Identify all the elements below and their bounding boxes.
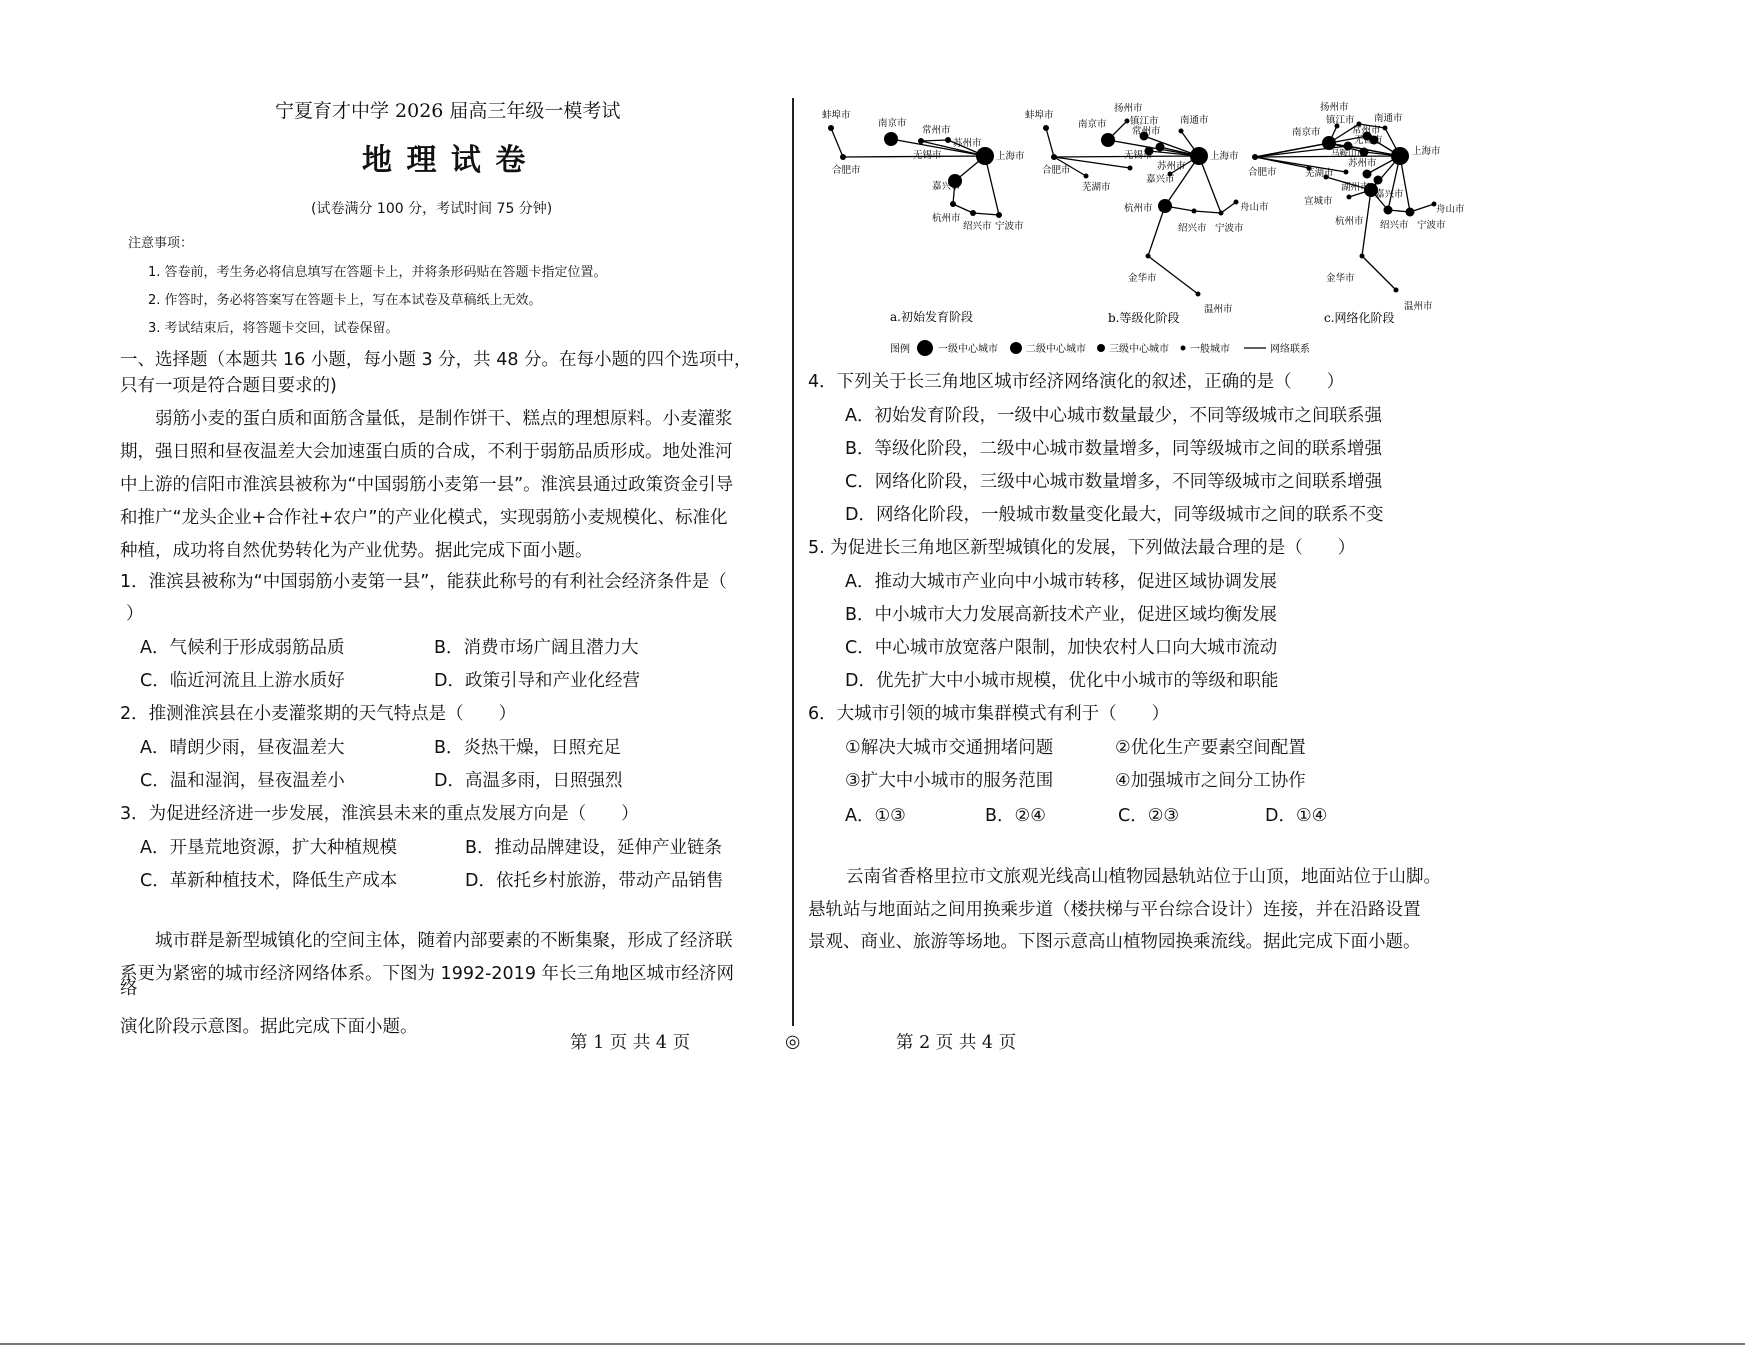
question-6-stem: 6．大城市引领的城市集群模式有利于（ ） [808,704,1170,724]
city-label: 合肥市 [1042,165,1071,176]
section-heading-cont: 只有一项是符合题目要求的) [120,376,337,396]
city-label: 无锡市 [1354,135,1383,146]
city-label: 无锡市 [1124,150,1153,161]
city-label: 镇江市 [1130,116,1159,127]
city-label: 合肥市 [1248,167,1277,178]
city-label: 扬州市 [1320,102,1349,113]
passage-line: 中上游的信阳市淮滨县被称为“中国弱筋小麦第一县”。淮滨县通过政策资金引导 [120,475,734,495]
city-label: 温州市 [1204,304,1233,315]
city-label: 无锡市 [913,150,942,161]
q2-option-d: D．高温多雨，日照强烈 [434,771,623,791]
notes-heading: 注意事项： [128,236,194,251]
city-label: 蚌埠市 [1025,110,1054,121]
q1-option-a: A．气候利于形成弱筋品质 [140,638,345,658]
passage-line: 络 [120,979,138,999]
city-label: 镇江市 [1326,115,1355,126]
scan-edge [0,1343,1745,1345]
city-label: 南通市 [1374,113,1403,124]
center-mark: ◎ [785,1032,801,1052]
city-label: 舟山市 [1436,204,1465,215]
q6-option-d: D．①④ [1265,806,1328,826]
question-3-stem: 3．为促进经济进一步发展，淮滨县未来的重点发展方向是（ ） [120,804,639,824]
city-label: 湖州市 [1341,182,1370,193]
city-label: 南京市 [1292,127,1321,138]
city-label: 嘉兴市 [932,181,961,192]
page-number-right: 第 2 页 共 4 页 [896,1033,1017,1053]
city-label: 苏州市 [1157,161,1186,172]
city-label: 芜湖市 [1305,168,1334,179]
city-label: 蚌埠市 [822,110,851,121]
city-label: 南京市 [878,118,907,129]
stage-a-caption: a.初始发育阶段 [890,310,973,324]
city-label: 苏州市 [1348,158,1377,169]
passage-line: 种植，成功将自然优势转化为产业优势。据此完成下面小题。 [120,541,593,561]
passage-line: 期，强日照和昼夜温差大会加速蛋白质的合成，不利于弱筋品质形成。地处淮河 [120,442,733,462]
city-label: 绍兴市 [1380,220,1409,231]
city-label: 杭州市 [1335,216,1364,227]
q6-option-b: B．②④ [985,806,1046,826]
passage-line: 景观、商业、旅游等场地。下图示意高山植物园换乘流线。据此完成下面小题。 [808,932,1421,952]
city-label: 嘉兴市 [1375,189,1404,200]
city-label: 舟山市 [1240,202,1269,213]
passage-line: 城市群是新型城镇化的空间主体，随着内部要素的不断集聚，形成了经济联 [155,931,733,951]
passage-line: 系更为紧密的城市经济网络体系。下图为 1992-2019 年长三角地区城市经济网 [120,964,735,984]
city-label: 芜湖市 [1082,182,1111,193]
passage-line: 演化阶段示意图。据此完成下面小题。 [120,1017,418,1037]
city-label: 扬州市 [1114,103,1143,114]
city-label: 苏州市 [953,138,982,149]
question-1-stem-cont: ） [126,604,144,624]
school-exam-title: 宁夏育才中学 2026 届高三年级一模考试 [275,100,621,122]
q2-option-b: B．炎热干燥，日照充足 [434,738,622,758]
section-heading: 一、选择题（本题共 16 小题，每小题 3 分，共 48 分。在每小题的四个选项中， [120,350,752,370]
question-2-stem: 2．推测淮滨县在小麦灌浆期的天气特点是（ ） [120,704,517,724]
city-label: 宁波市 [995,221,1024,232]
question-5-stem: 5. 为促进长三角地区新型城镇化的发展，下列做法最合理的是（ ） [808,538,1356,558]
page-divider [792,98,794,1026]
city-label: 宁波市 [1417,220,1446,231]
exam-info: (试卷满分 100 分，考试时间 75 分钟) [311,201,553,217]
city-label: 南京市 [1078,119,1107,130]
city-label: 常州市 [922,125,951,136]
stage-b-caption: b.等级化阶段 [1108,311,1180,325]
q6-statement-4: ④加强城市之间分工协作 [1115,771,1306,791]
city-label: 杭州市 [932,213,961,224]
q6-option-a: A．①③ [845,806,906,826]
q4-option-a: A．初始发育阶段，一级中心城市数量最少，不同等级城市之间联系强 [845,406,1382,426]
q1-option-d: D．政策引导和产业化经营 [434,671,640,691]
q1-option-c: C．临近河流且上游水质好 [140,671,345,691]
q2-option-c: C．温和湿润，昼夜温差小 [140,771,345,791]
note-item: 1. 答卷前，考生务必将信息填写在答题卡上，并将条形码贴在答题卡指定位置。 [148,265,607,280]
q6-statement-1: ①解决大城市交通拥堵问题 [845,738,1054,758]
city-label: 上海市 [1210,151,1239,162]
city-label: 绍兴市 [963,221,992,232]
city-label: 金华市 [1326,273,1355,284]
q6-statement-2: ②优化生产要素空间配置 [1115,738,1306,758]
q1-option-b: B．消费市场广阔且潜力大 [434,638,639,658]
city-label: 宁波市 [1215,223,1244,234]
stage-c-caption: c.网络化阶段 [1324,311,1395,325]
note-item: 2. 作答时，务必将答案写在答题卡上，写在本试卷及草稿纸上无效。 [148,293,542,308]
q2-option-a: A．晴朗少雨，昼夜温差大 [140,738,345,758]
legend-title: 图例 [890,344,910,355]
page-number-left: 第 1 页 共 4 页 [570,1033,691,1053]
city-label: 上海市 [1412,146,1441,157]
legend-level3: 三级中心城市 [1109,344,1169,355]
q3-option-d: D．依托乡村旅游，带动产品销售 [465,871,724,891]
city-label: 合肥市 [832,165,861,176]
q3-option-b: B．推动品牌建设，延伸产业链条 [465,838,723,858]
q6-statement-3: ③扩大中小城市的服务范围 [845,771,1054,791]
city-label: 常州市 [1132,126,1161,137]
q4-option-b: B．等级化阶段，二级中心城市数量增多，同等级城市之间的联系增强 [845,439,1383,459]
q4-option-c: C．网络化阶段，三级中心城市数量增多，不同等级城市之间联系增强 [845,472,1383,492]
city-label: 绍兴市 [1178,223,1207,234]
q6-option-c: C．②③ [1118,806,1180,826]
city-label: 温州市 [1404,301,1433,312]
q5-option-c: C．中心城市放宽落户限制，加快农村人口向大城市流动 [845,638,1278,658]
legend-level2: 二级中心城市 [1026,344,1086,355]
q4-option-d: D．网络化阶段，一般城市数量变化最大，同等级城市之间的联系不变 [845,505,1384,525]
city-label: 上海市 [996,151,1025,162]
question-1-stem: 1．淮滨县被称为“中国弱筋小麦第一县”，能获此称号的有利社会经济条件是（ [120,572,727,592]
note-item: 3. 考试结束后，将答题卡交回，试卷保留。 [148,321,399,336]
city-network-figure [812,96,1482,362]
legend-level1: 一级中心城市 [938,344,998,355]
passage-line: 悬轨站与地面站之间用换乘步道（楼扶梯与平台综合设计）连接，并在沿路设置 [808,900,1421,920]
passage-line: 弱筋小麦的蛋白质和面筋含量低，是制作饼干、糕点的理想原料。小麦灌浆 [155,409,733,429]
city-label: 金华市 [1128,273,1157,284]
q5-option-b: B．中小城市大力发展高新技术产业，促进区域均衡发展 [845,605,1278,625]
q3-option-a: A．开垦荒地资源，扩大种植规模 [140,838,397,858]
legend-level4: 一般城市 [1190,344,1230,355]
question-4-stem: 4．下列关于长三角地区城市经济网络演化的叙述，正确的是（ ） [808,372,1345,392]
city-label: 嘉兴市 [1146,174,1175,185]
city-label: 马鞍山市 [1331,149,1366,159]
city-label: 常州市 [1352,125,1381,136]
q5-option-d: D．优先扩大中小城市规模，优化中小城市的等级和职能 [845,671,1279,691]
q3-option-c: C．革新种植技术，降低生产成本 [140,871,398,891]
passage-line: 和推广“龙头企业+合作社+农户”的产业化模式，实现弱筋小麦规模化、标准化 [120,508,728,528]
city-label: 南通市 [1180,115,1209,126]
city-label: 杭州市 [1124,203,1153,214]
city-label: 宣城市 [1304,196,1333,207]
page-title: 地 理 试 卷 [362,143,528,178]
q5-option-a: A．推动大城市产业向中小城市转移，促进区域协调发展 [845,572,1277,592]
legend-link: 网络联系 [1270,344,1310,355]
passage-line: 云南省香格里拉市文旅观光线高山植物园悬轨站位于山顶，地面站位于山脚。 [846,867,1441,887]
